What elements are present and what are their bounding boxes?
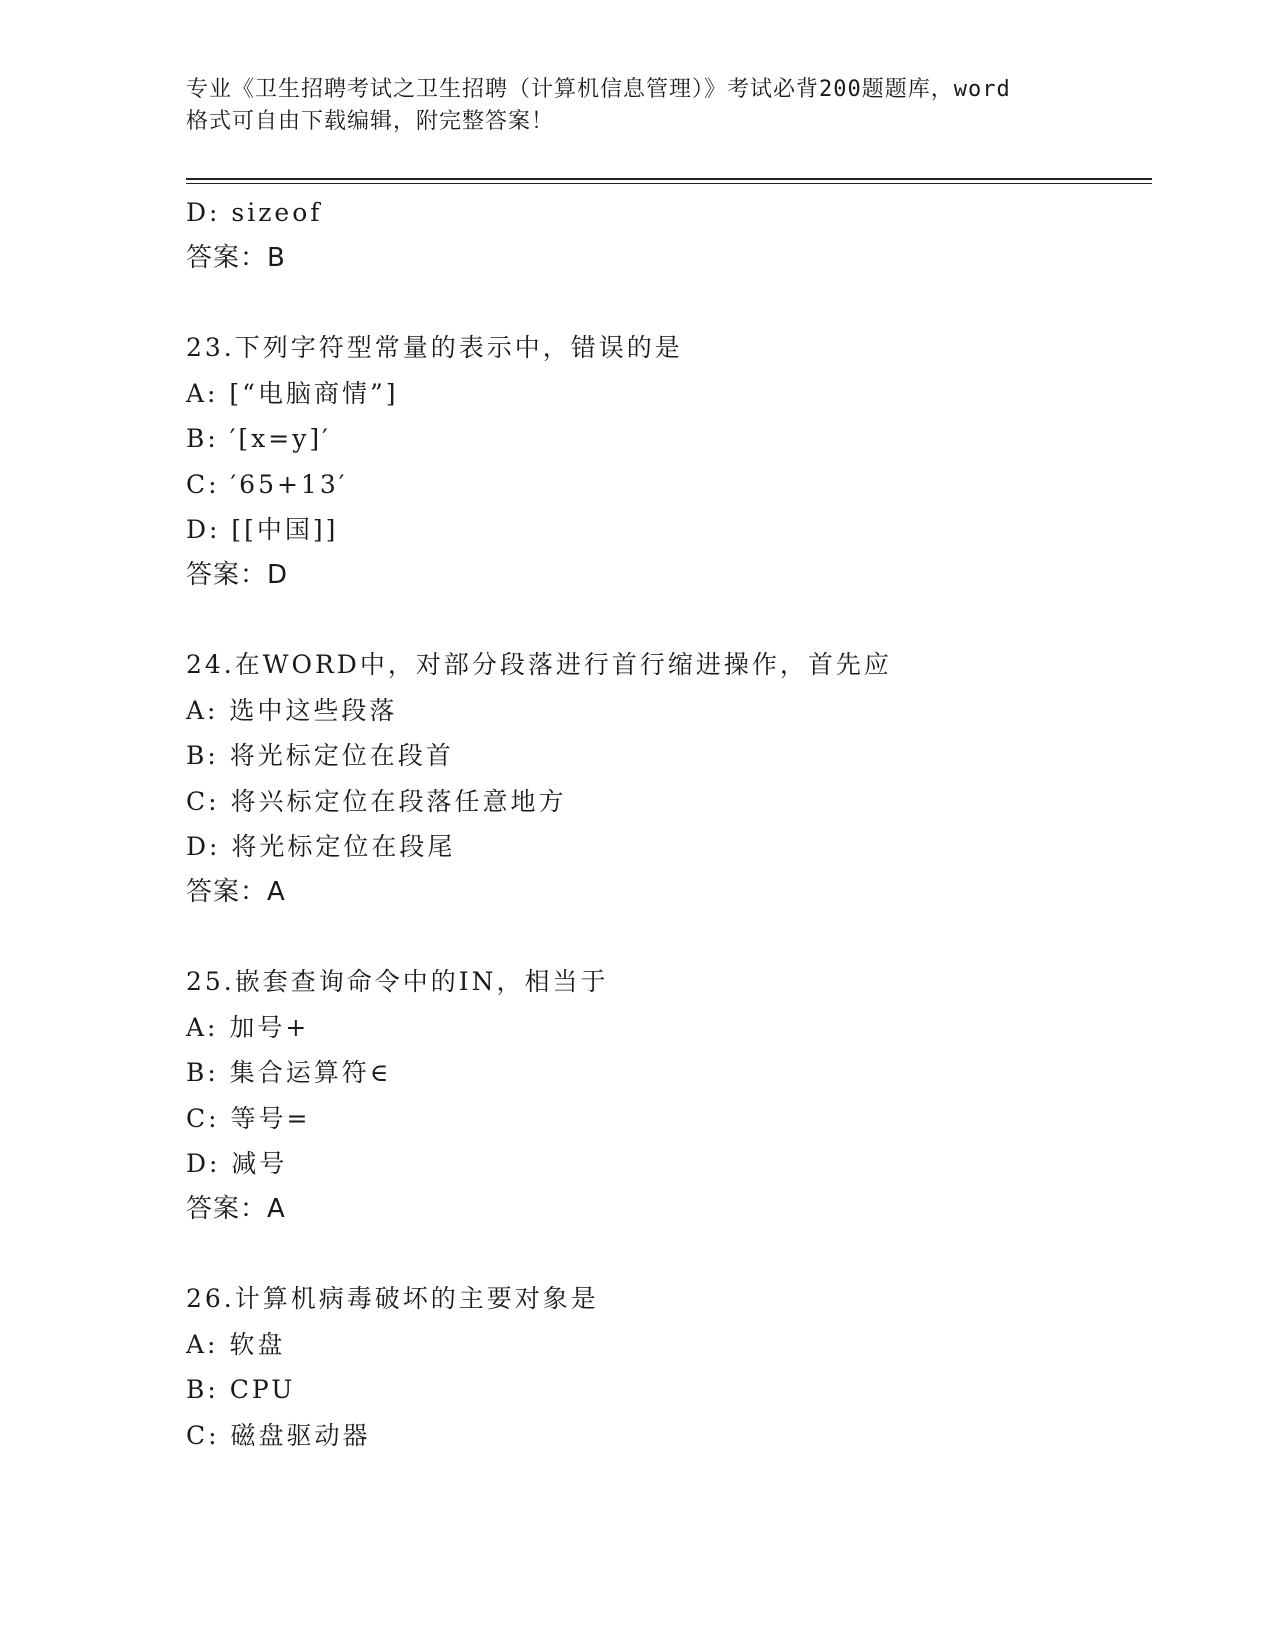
option-c: C: ′65+13′ [186,469,348,499]
answer-line: 答案：A [186,876,286,907]
option-b: B: ′[x=y]′ [186,424,331,453]
question-stem: 24.在WORD中，对部分段落进行首行缩进操作，首先应 [186,650,892,679]
question-23 [186,325,1146,598]
question-25 [186,959,1146,1232]
option-b: B: CPU [186,1375,296,1404]
header-divider-top [186,178,1152,180]
option-d: D: [[中国]] [186,515,339,544]
option-c: C: 磁盘驱动器 [186,1420,371,1450]
option-c: C: 将兴标定位在段落任意地方 [186,786,567,816]
option-b: B: 将光标定位在段首 [186,741,454,770]
option-d: D: sizeof [186,198,323,227]
question-26 [186,1276,1146,1458]
header-title-line-2: 格式可自由下载编辑，附完整答案！ [186,109,555,134]
option-d: D: 减号 [186,1149,288,1178]
option-d: D: 将光标定位在段尾 [186,832,456,861]
option-b: B: 集合运算符∈ [186,1058,392,1087]
question-stem: 25.嵌套查询命令中的IN，相当于 [186,967,609,996]
spacer [186,915,1146,959]
option-a: A: 选中这些段落 [186,695,398,725]
option-a: A: 软盘 [186,1329,286,1359]
option-c: C: 等号= [186,1103,311,1133]
answer-line: 答案：A [186,1193,286,1224]
header-divider-bottom [186,183,1152,184]
option-a: A: 加号+ [186,1012,310,1042]
answer-line: 答案：B [186,242,286,273]
document-body [186,190,1146,1458]
question-24 [186,642,1146,915]
document-header [186,74,1086,138]
spacer [186,281,1146,325]
option-a: A: [“电脑商情”] [186,378,399,408]
header-title-line-1: 专业《卫生招聘考试之卫生招聘（计算机信息管理）》考试必背200题题库，word [186,77,1011,102]
answer-line: 答案：D [186,559,289,590]
spacer [186,598,1146,642]
question-stem: 23.下列字符型常量的表示中，错误的是 [186,333,683,362]
question-stem: 26.计算机病毒破坏的主要对象是 [186,1284,599,1313]
spacer [186,1232,1146,1276]
question-22-tail [186,190,1146,281]
